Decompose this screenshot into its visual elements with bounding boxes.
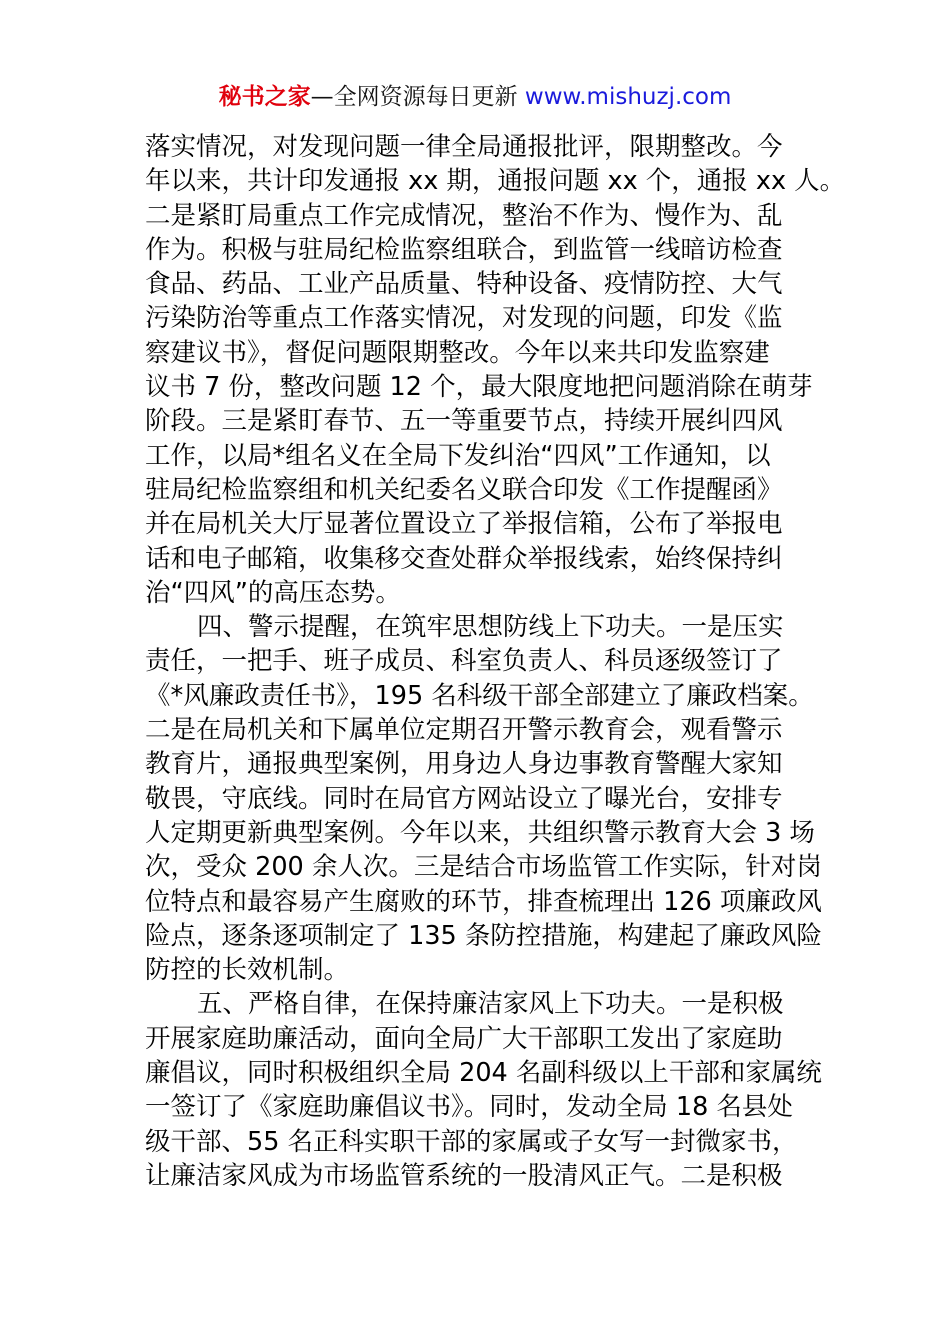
text-line: 话和电子邮箱，收集移交查处群众举报线索，始终保持纠 bbox=[145, 543, 783, 574]
text-line: 责任，一把手、班子成员、科室负责人、科员逐级签订了 bbox=[145, 646, 783, 677]
text-line: 驻局纪检监察组和机关纪委名义联合印发《工作提醒函》 bbox=[145, 474, 783, 505]
text-line: 开展家庭助廉活动，面向全局广大干部职工发出了家庭助 bbox=[145, 1023, 783, 1054]
paragraph-start-line: 四、警示提醒，在筑牢思想防线上下功夫。一是压实 bbox=[197, 612, 784, 643]
text-line: 年以来，共计印发通报 xx 期，通报问题 xx 个，通报 xx 人。 bbox=[145, 166, 846, 197]
text-line: 让廉洁家风成为市场监管系统的一股清风正气。二是积极 bbox=[145, 1160, 783, 1191]
text-line: 阶段。三是紧盯春节、五一等重要节点，持续开展纠四风 bbox=[145, 406, 783, 437]
text-line: 位特点和最容易产生腐败的环节，排查梳理出 126 项廉政风 bbox=[145, 886, 822, 917]
brand-name: 秘书之家 bbox=[218, 84, 311, 110]
text-line: 污染防治等重点工作落实情况，对发现的问题，印发《监 bbox=[145, 303, 783, 334]
text-line: 二是在局机关和下属单位定期召开警示教育会，观看警示 bbox=[145, 715, 783, 746]
page-header bbox=[0, 82, 950, 112]
text-line: 人定期更新典型案例。今年以来，共组织警示教育大会 3 场 bbox=[145, 817, 815, 848]
text-line: 工作，以局*组名义在全局下发纠治“四风”工作通知，以 bbox=[145, 440, 771, 471]
text-line: 二是紧盯局重点工作完成情况，整治不作为、慢作为、乱 bbox=[145, 200, 783, 231]
paragraph-start-line: 五、严格自律，在保持廉洁家风上下功夫。一是积极 bbox=[197, 989, 784, 1020]
text-line: 险点，逐条逐项制定了 135 条防控措施，构建起了廉政风险 bbox=[145, 920, 822, 951]
text-line: 食品、药品、工业产品质量、特种设备、疫情防控、大气 bbox=[145, 269, 783, 300]
website-link[interactable]: www.mishuzj.com bbox=[524, 84, 732, 110]
text-line: 察建议书》，督促问题限期整改。今年以来共印发监察建 bbox=[145, 337, 770, 368]
text-line: 《*风廉政责任书》，195 名科级干部全部建立了廉政档案。 bbox=[145, 680, 814, 711]
text-line: 防控的长效机制。 bbox=[145, 955, 350, 986]
text-line: 敬畏，守底线。同时在局官方网站设立了曝光台，安排专 bbox=[145, 783, 783, 814]
text-line: 落实情况，对发现问题一律全局通报批评，限期整改。今 bbox=[145, 132, 783, 162]
text-line: 治“四风”的高压态势。 bbox=[145, 577, 401, 608]
text-line: 一签订了《家庭助廉倡议书》。同时，发动全局 18 名县处 bbox=[145, 1092, 793, 1123]
text-line: 廉倡议，同时积极组织全局 204 名副科级以上干部和家属统 bbox=[145, 1058, 822, 1089]
text-line: 教育片，通报典型案例，用身边人身边事教育警醒大家知 bbox=[145, 749, 783, 780]
text-line: 次，受众 200 余人次。三是结合市场监管工作实际，针对岗 bbox=[145, 852, 822, 883]
text-line: 并在局机关大厅显著位置设立了举报信箱，公布了举报电 bbox=[145, 509, 783, 540]
text-line: 级干部、55 名正科实职干部的家属或子女写一封微家书， bbox=[145, 1126, 798, 1157]
text-line: 议书 7 份，整改问题 12 个，最大限度地把问题消除在萌芽 bbox=[145, 372, 813, 403]
document-body bbox=[145, 130, 846, 1193]
header-tagline: —全网资源每日更新 bbox=[310, 84, 518, 110]
text-line: 作为。积极与驻局纪检监察组联合，到监管一线暗访检查 bbox=[145, 234, 783, 265]
